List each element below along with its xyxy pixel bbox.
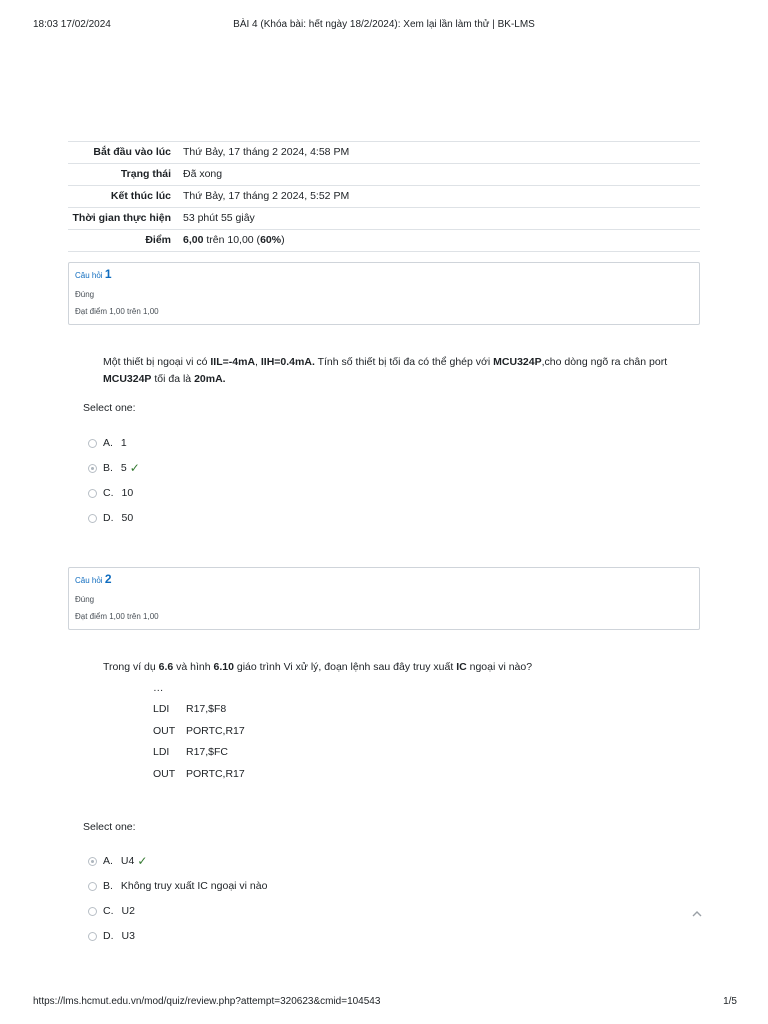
answer-option[interactable] <box>88 854 147 868</box>
radio-button[interactable] <box>88 907 97 916</box>
question-text-part: IC <box>456 661 467 673</box>
radio-button[interactable] <box>88 857 97 866</box>
question-state: Đúng <box>75 595 95 604</box>
option-letter: C. <box>103 905 114 917</box>
option-text: 5 <box>120 462 127 474</box>
attempt-summary-table <box>68 141 700 252</box>
question-grade: Đạt điểm 1,00 trên 1,00 <box>75 307 159 316</box>
question-text-part: và hình <box>173 661 214 673</box>
code-operand: R17,$FC <box>186 746 229 758</box>
option-letter: B. <box>103 880 113 892</box>
question-text-part: IIH=0.4mA. <box>260 356 315 368</box>
question-text-part: MCU324P <box>493 356 542 368</box>
code-instruction: LDI <box>153 703 170 715</box>
summary-value: Thứ Bảy, 17 tháng 2 2024, 5:52 PM <box>183 190 350 202</box>
question-text-part: ,cho dòng ngõ ra chân port <box>541 356 668 368</box>
radio-button[interactable] <box>88 464 97 473</box>
question-1-info <box>68 262 700 325</box>
grade-close: ) <box>281 234 285 246</box>
question-text-part: Trong ví dụ <box>103 661 159 673</box>
summary-row-grade <box>68 230 700 252</box>
option-text: 1 <box>120 437 127 449</box>
question-text-part: , <box>255 356 261 368</box>
print-page-title: BÀI 4 (Khóa bài: hết ngày 18/2/2024): Xem lại lần làm thử | BK-LMS <box>233 19 535 30</box>
summary-value: Đã xong <box>183 168 223 180</box>
question-text-part: Tính số thiết bị tối đa có thể ghép với <box>314 356 494 368</box>
option-text: U4 <box>120 855 135 867</box>
question-text-part: tối đa là <box>151 373 195 385</box>
grade-out-of: trên 10,00 ( <box>203 234 261 246</box>
grade-score: 6,00 <box>183 234 204 246</box>
question-number <box>75 267 112 281</box>
code-instruction: OUT <box>153 768 176 780</box>
question-text-part: IIL=-4mA <box>210 356 256 368</box>
summary-value: 53 phút 55 giây <box>183 212 255 224</box>
question-2-info <box>68 567 700 630</box>
option-letter: C. <box>103 487 114 499</box>
code-instruction: … <box>153 682 164 694</box>
code-instruction: LDI <box>153 746 170 758</box>
question-number-value: 1 <box>104 267 112 281</box>
option-letter: D. <box>103 512 114 524</box>
question-text-part: giáo trình Vi xử lý, đoạn lệnh sau đây truy xuất <box>233 661 457 673</box>
answer-option[interactable] <box>88 929 135 943</box>
code-operand: PORTC,R17 <box>186 725 245 737</box>
option-text: U3 <box>121 930 135 942</box>
question-number <box>75 572 112 586</box>
answer-option[interactable] <box>88 436 127 450</box>
code-operand: R17,$F8 <box>186 703 227 715</box>
question-text-part: MCU324P <box>103 373 152 385</box>
option-text: 50 <box>121 512 134 524</box>
summary-label: Kết thúc lúc <box>110 190 171 202</box>
select-one-label: Select one: <box>83 402 136 414</box>
question-text-part: 6.6 <box>158 661 174 673</box>
summary-value: Thứ Bảy, 17 tháng 2 2024, 4:58 PM <box>183 146 350 158</box>
summary-label: Thời gian thực hiện <box>72 212 171 224</box>
option-letter: D. <box>103 930 114 942</box>
option-letter: B. <box>103 462 113 474</box>
question-state: Đúng <box>75 290 95 299</box>
select-one-label: Select one: <box>83 821 136 833</box>
question-text-part: 6.10 <box>213 661 234 673</box>
summary-value <box>177 230 700 252</box>
summary-row-start <box>68 142 700 164</box>
summary-label: Điểm <box>145 234 171 246</box>
question-text-part: Một thiết bị ngoại vi có <box>103 356 211 368</box>
question-2-text <box>103 659 693 676</box>
question-grade: Đạt điểm 1,00 trên 1,00 <box>75 612 159 621</box>
answer-option[interactable] <box>88 904 135 918</box>
question-1-text <box>103 354 693 388</box>
summary-label: Bắt đầu vào lúc <box>93 146 171 158</box>
summary-row-finish <box>68 186 700 208</box>
option-letter: A. <box>103 437 113 449</box>
option-letter: A. <box>103 855 113 867</box>
radio-button[interactable] <box>88 932 97 941</box>
option-text: U2 <box>121 905 135 917</box>
radio-button[interactable] <box>88 882 97 891</box>
radio-button[interactable] <box>88 439 97 448</box>
check-icon: ✓ <box>137 854 148 868</box>
code-instruction: OUT <box>153 725 176 737</box>
scroll-to-top-button[interactable] <box>690 907 704 921</box>
answer-option[interactable] <box>88 461 140 475</box>
chevron-up-icon <box>690 907 704 921</box>
question-label: Câu hỏi <box>75 576 103 585</box>
option-text: 10 <box>121 487 134 499</box>
summary-row-state <box>68 164 700 186</box>
answer-option[interactable] <box>88 879 267 893</box>
print-page-number: 1/5 <box>723 996 737 1007</box>
radio-button[interactable] <box>88 489 97 498</box>
check-icon: ✓ <box>129 461 140 475</box>
answer-option[interactable] <box>88 486 133 500</box>
code-operand: PORTC,R17 <box>186 768 245 780</box>
question-text-part: ngoại vi nào? <box>466 661 533 673</box>
grade-percent: 60% <box>260 234 282 246</box>
question-text-part: 20mA. <box>194 373 226 385</box>
question-label: Câu hỏi <box>75 271 103 280</box>
option-text: Không truy xuất IC ngoại vi nào <box>120 880 268 892</box>
summary-row-duration <box>68 208 700 230</box>
print-datetime: 18:03 17/02/2024 <box>33 19 111 30</box>
radio-button[interactable] <box>88 514 97 523</box>
print-url: https://lms.hcmut.edu.vn/mod/quiz/review.php?attempt=320623&cmid=104543 <box>33 996 381 1007</box>
question-number-value: 2 <box>104 572 112 586</box>
summary-label: Trạng thái <box>120 168 171 180</box>
answer-option[interactable] <box>88 511 133 525</box>
